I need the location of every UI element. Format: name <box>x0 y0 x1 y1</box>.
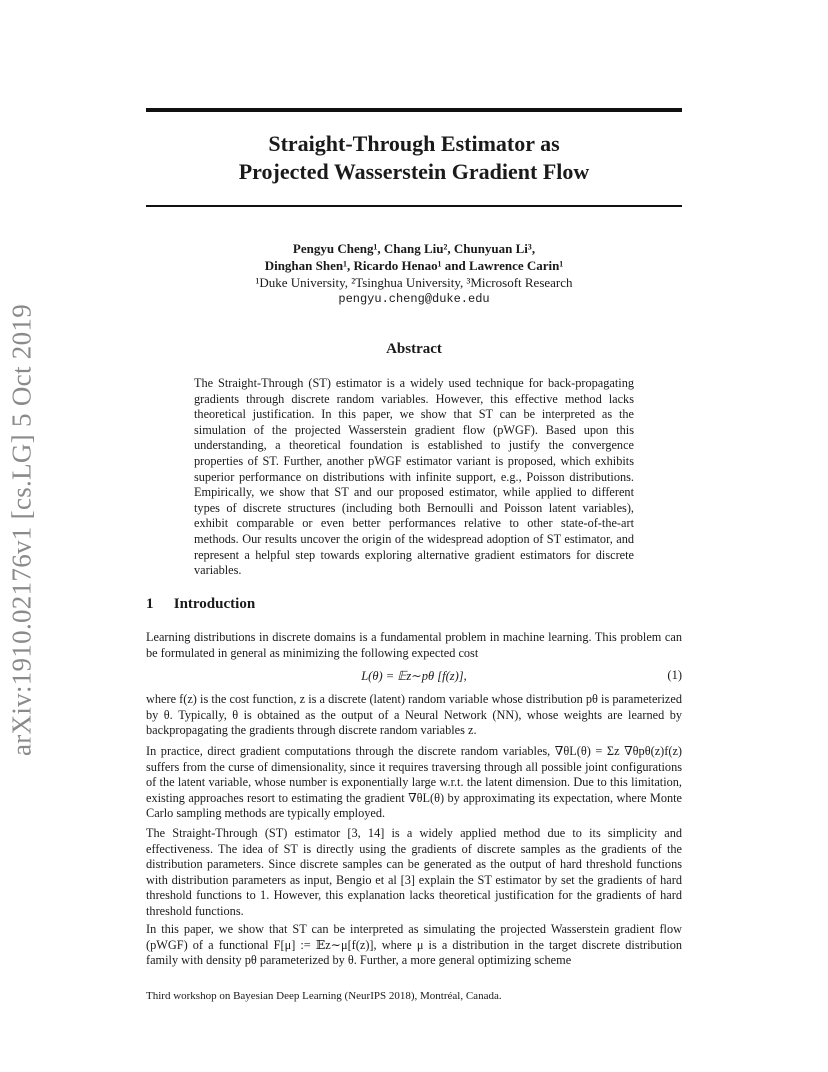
section-title: Introduction <box>173 596 256 612</box>
equation-number: (1) <box>667 668 682 682</box>
paper-title <box>146 130 682 186</box>
title-top-rule <box>146 108 682 112</box>
title-line-1: Straight-Through Estimator as <box>268 131 560 156</box>
footer-note: Third workshop on Bayesian Deep Learning (NeurIPS 2018), Montréal, Canada. <box>146 990 502 1002</box>
section-heading <box>146 596 255 613</box>
authors-line-2: Dinghan Shen¹, Ricardo Henao¹ and Lawrence Carin¹ <box>264 258 564 273</box>
intro-paragraph-4: The Straight-Through (ST) estimator [3, 14] is a widely applied method due to its simplicity and effectiveness. The idea of ST is directly using the gradients of discrete samples as the gradients of the distribution parameters. Since discrete samples can be generated as the output of hard threshold functions with distribution parameters as input, Bengio et al [3] explain the ST estimator by set the gradients of hard threshold functions to 1. However, this explanation lacks theoretical justification for the gradients of hard threshold functions. <box>146 826 682 918</box>
authors-line-1: Pengyu Cheng¹, Chang Liu², Chunyuan Li³, <box>292 241 536 256</box>
title-line-2: Projected Wasserstein Gradient Flow <box>238 159 590 184</box>
equation-expression: L(θ) = 𝔼z∼pθ [f(z)], <box>361 669 467 683</box>
abstract-heading: Abstract <box>386 341 442 357</box>
intro-paragraph-2: where f(z) is the cost function, z is a discrete (latent) random variable whose distribution pθ is parameterized by θ. Typically, θ is obtained as the output of a Neural Network (NN), whose weights are learned by backpropagating the gradients through discrete random variables z. <box>146 692 682 738</box>
section-number: 1 <box>146 596 154 612</box>
intro-paragraph-1: Learning distributions in discrete domains is a fundamental problem in machine learning. This problem can be formulated in general as minimizing the following expected cost <box>146 630 682 660</box>
intro-paragraph-3: In practice, direct gradient computations through the discrete random variables, ∇θL(θ) = Σz ∇θpθ(z)f(z) suffers from the curse of dimensionality, since it requires traversing through all possible joint configurations of the latent variable, whose number is exponentially large w.r.t. the latent dimension. Due to this limitation, existing approaches resort to estimating the gradient ∇θL(θ) by approximating its expectation, where Monte Carlo sampling methods are typically employed. <box>146 744 682 821</box>
title-bottom-rule <box>146 205 682 207</box>
intro-paragraph-5: In this paper, we show that ST can be interpreted as simulating the projected Wasserstein gradient flow (pWGF) of a functional F[μ] := 𝔼z∼μ[f(z)], where μ is a distribution in the target discrete distribution family with density pθ parameterized by θ. Further, a more general optimizing scheme <box>146 922 682 968</box>
arxiv-stamp <box>0 300 52 760</box>
affiliations: ¹Duke University, ²Tsinghua University, ³Microsoft Research <box>255 275 573 290</box>
abstract-text: The Straight-Through (ST) estimator is a widely used technique for back-propagating gradients through discrete random variables. However, this effective method lacks theoretical justification. In this paper, we show that ST can be interpreted as the simulation of the projected Wasserstein gradient flow (pWGF). Based upon this understanding, a theoretical foundation is established to justify the convergence properties of ST. Further, another pWGF estimator variant is proposed, which exhibits superior performance on distributions with infinite support, e.g., Poisson distributions. Empirically, we show that ST and our proposed estimator, while applied to different types of discrete structures (including both Bernoulli and Poisson latent variables), exhibit comparable or even better performances relative to other state-of-the-art methods. Our results uncover the origin of the widespread adoption of ST estimator, and represent a helpful step towards exploring alternative gradient estimators for discrete variables. <box>194 376 634 578</box>
arxiv-stamp-text: arXiv:1910.02176v1 [cs.LG] 5 Oct 2019 <box>6 303 37 757</box>
author-email: pengyu.cheng@duke.edu <box>338 292 490 306</box>
author-block <box>146 240 682 308</box>
